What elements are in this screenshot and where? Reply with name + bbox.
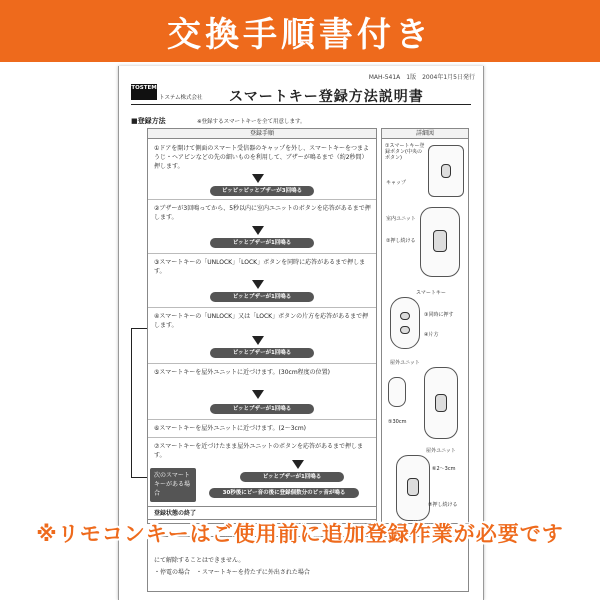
- procedure-column: [147, 128, 377, 524]
- detail-header: 詳細図: [382, 129, 468, 139]
- outdoor-button-2-icon: [407, 478, 419, 496]
- detail-3-b: ④片方: [424, 332, 439, 338]
- step-2: [148, 200, 376, 254]
- detail-3-label: スマートキー: [416, 290, 446, 296]
- step-1: [148, 140, 376, 200]
- outdoor-button-icon: [435, 394, 447, 412]
- outdoor-unit-2-illustration: [396, 455, 430, 521]
- document-title: スマートキー登録方法説明書: [229, 89, 424, 105]
- detail-1-label: ①スマートキー登録ボタン(中央のボタン): [385, 143, 425, 161]
- unlock-button-icon: [400, 312, 410, 320]
- detail-3-a: ③同時に押す: [424, 312, 454, 318]
- note-line-1: にて解除することはできません。: [154, 557, 245, 564]
- receiver-illustration: [428, 145, 464, 197]
- down-arrow-icon: [292, 460, 304, 469]
- step-3: [148, 254, 376, 308]
- repeat-loop-line: [131, 328, 147, 478]
- step-4-text: ④スマートキーの「UNLOCK」又は「LOCK」ボタンの片方を応答があるまで押します。: [154, 313, 369, 329]
- banner-title: 交換手順書付き: [167, 14, 433, 55]
- down-arrow-icon: [252, 226, 264, 235]
- detail-column: [381, 128, 469, 524]
- down-arrow-icon: [252, 174, 264, 183]
- title-divider: [131, 104, 471, 105]
- step-6-text: ⑥スマートキーを屋外ユニットに近づけます。(2〜3cm): [154, 425, 306, 432]
- header-banner: [0, 0, 600, 62]
- detail-2-push: ②押し続ける: [386, 238, 416, 244]
- company-name: トステム株式会社: [159, 95, 203, 101]
- detail-1-cap: キャップ: [386, 180, 407, 186]
- step-4: [148, 308, 376, 364]
- warning-text: ※リモコンキーはご使用前に追加登録作業が必要です: [36, 522, 564, 546]
- step-2-text: ②ブザーが3回鳴ってから、5秒以内に室内ユニットのボタンを応答があるまで押します。: [154, 205, 371, 221]
- detail-2-label: 室内ユニット: [386, 216, 416, 222]
- lock-button-icon: [400, 326, 410, 334]
- step-6: [148, 420, 376, 438]
- registration-end: 登録状態の終了: [147, 506, 377, 520]
- step-2-result: ピッとブザーが1回鳴る: [210, 238, 314, 248]
- step-3-result: ピッとブザーが1回鳴る: [210, 292, 314, 302]
- document-info: MAH-541A 1版 2004年1月5日発行: [368, 74, 475, 81]
- detail-5-distance: ⑥2〜3cm: [432, 466, 456, 472]
- down-arrow-icon: [252, 336, 264, 345]
- warning-banner: [0, 516, 600, 550]
- procedure-header: 登録手順: [148, 129, 376, 139]
- section-note: ※登録するスマートキーを全て用意します。: [197, 119, 306, 125]
- company-logo: TOSTEM: [131, 84, 157, 100]
- detail-4-distance: ⑤30cm: [388, 419, 407, 425]
- step-4-result: ピッとブザーが1回鳴る: [210, 348, 314, 358]
- step-1-result: ピッピッピッとブザーが3回鳴る: [210, 186, 314, 196]
- outdoor-unit-illustration: [424, 367, 458, 439]
- step-3-text: ③スマートキーの「UNLOCK」「LOCK」ボタンを同時に応答があるまで押します。: [154, 259, 366, 275]
- step-5: [148, 364, 376, 420]
- note-line-2: ・停電の場合 ・スマートキーを持たずに外出された場合: [154, 569, 310, 576]
- detail-5-label: 屋外ユニット: [426, 448, 456, 454]
- indoor-unit-illustration: [420, 207, 460, 277]
- step-5-result: ピッとブザーが1回鳴る: [210, 404, 314, 414]
- detail-4-label: 屋外ユニット: [390, 360, 420, 366]
- section-heading: ■登録方法: [131, 117, 166, 125]
- next-key-box: 次のスマートキーがある場合: [150, 468, 196, 502]
- smart-key-illustration: [390, 297, 420, 349]
- step-1-text: ①ドアを開けて側面のスマート受信器のキャップを外し、スマートキーをつまようじ・ヘアピンなどの先の細いものを利用して、ブザーが鳴るまで（約2秒間）押します。: [154, 145, 369, 170]
- smart-key-far-icon: [388, 377, 406, 407]
- step-7-result: ピッとブザーが1回鳴る: [240, 472, 344, 482]
- down-arrow-icon: [252, 390, 264, 399]
- detail-5-push: ⑦押し続ける: [428, 502, 458, 508]
- indoor-button-icon: [433, 230, 447, 252]
- step-5-text: ⑤スマートキーを屋外ユニットに近づけます。(30cm程度の位置): [154, 369, 331, 376]
- register-button-icon: [441, 164, 451, 178]
- down-arrow-icon: [252, 280, 264, 289]
- completion-result: 30秒後にピー音の後に登録個数分のピッ音が鳴る: [209, 488, 359, 498]
- step-7-text: ⑦スマートキーを近づけたまま屋外ユニットのボタンを応答があるまで押します。: [154, 443, 364, 459]
